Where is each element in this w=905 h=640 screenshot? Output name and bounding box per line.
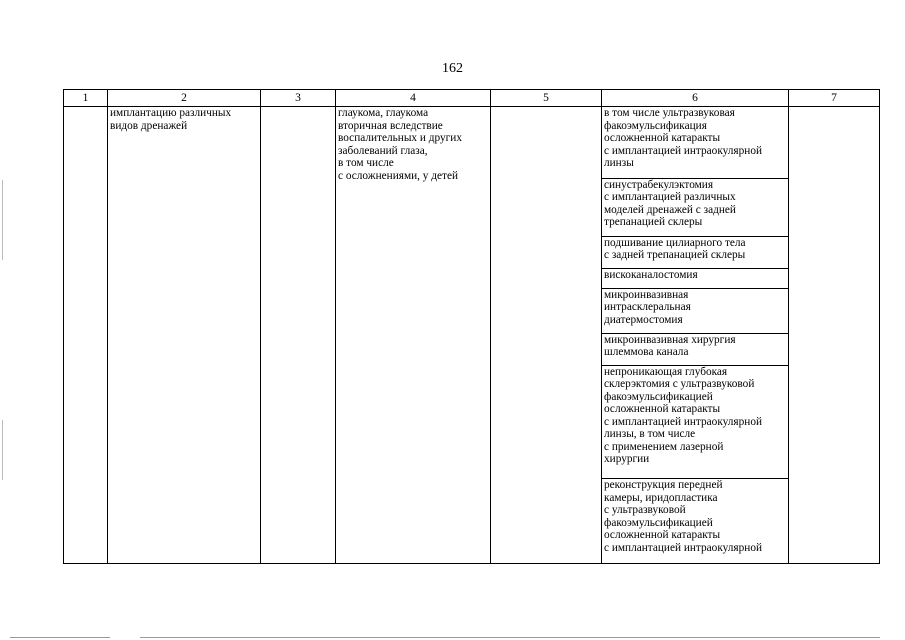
table-header-row [64, 90, 880, 107]
cell-procedure: реконструкция передней камеры, иридопластика с ультразвуковой факоэмульсификацией осложненной катаракты с имплантацией интраокулярной [602, 479, 789, 564]
margin-mark [2, 420, 3, 480]
cell-col3 [261, 107, 336, 564]
margin-mark [2, 180, 3, 260]
cell-procedure: вискоканалостомия [602, 268, 789, 288]
column-header: 4 [336, 90, 491, 107]
cell-procedure: в том числе ультразвуковая факоэмульсификация осложненной катаракты с имплантацией интраокулярной линзы [602, 107, 789, 179]
cell-procedure: подшивание цилиарного тела с задней трепанацией склеры [602, 236, 789, 268]
column-header: 3 [261, 90, 336, 107]
cell-procedure: микроинвазивная интрасклеральная диатермостомия [602, 288, 789, 333]
cell-procedure: микроинвазивная хирургия шлеммова канала [602, 333, 789, 365]
page-number: 162 [442, 61, 463, 76]
column-header: 2 [108, 90, 261, 107]
column-header: 6 [602, 90, 789, 107]
procedures-table [63, 89, 880, 564]
cell-col5 [491, 107, 602, 564]
scan-edge-line [140, 637, 880, 638]
scan-edge-line [10, 637, 110, 638]
column-header: 7 [789, 90, 880, 107]
cell-col1 [64, 107, 108, 564]
column-header: 1 [64, 90, 108, 107]
table-row [64, 107, 880, 179]
cell-procedure: непроникающая глубокая склерэктомия с ультразвуковой факоэмульсификацией осложненной катаракты с имплантацией интраокулярной линзы, в том числе с применением лазерной хирургии [602, 365, 789, 478]
cell-diagnosis: глаукома, глаукома вторичная вследствие воспалительных и других заболеваний глаза, в том числе с осложнениями, у детей [336, 107, 491, 564]
column-header: 5 [491, 90, 602, 107]
cell-procedure: синустрабекулэктомия с имплантацией различных моделей дренажей с задней трепанацией склеры [602, 178, 789, 236]
cell-treatment-method: имплантацию различных видов дренажей [108, 107, 261, 564]
cell-col7 [789, 107, 880, 564]
